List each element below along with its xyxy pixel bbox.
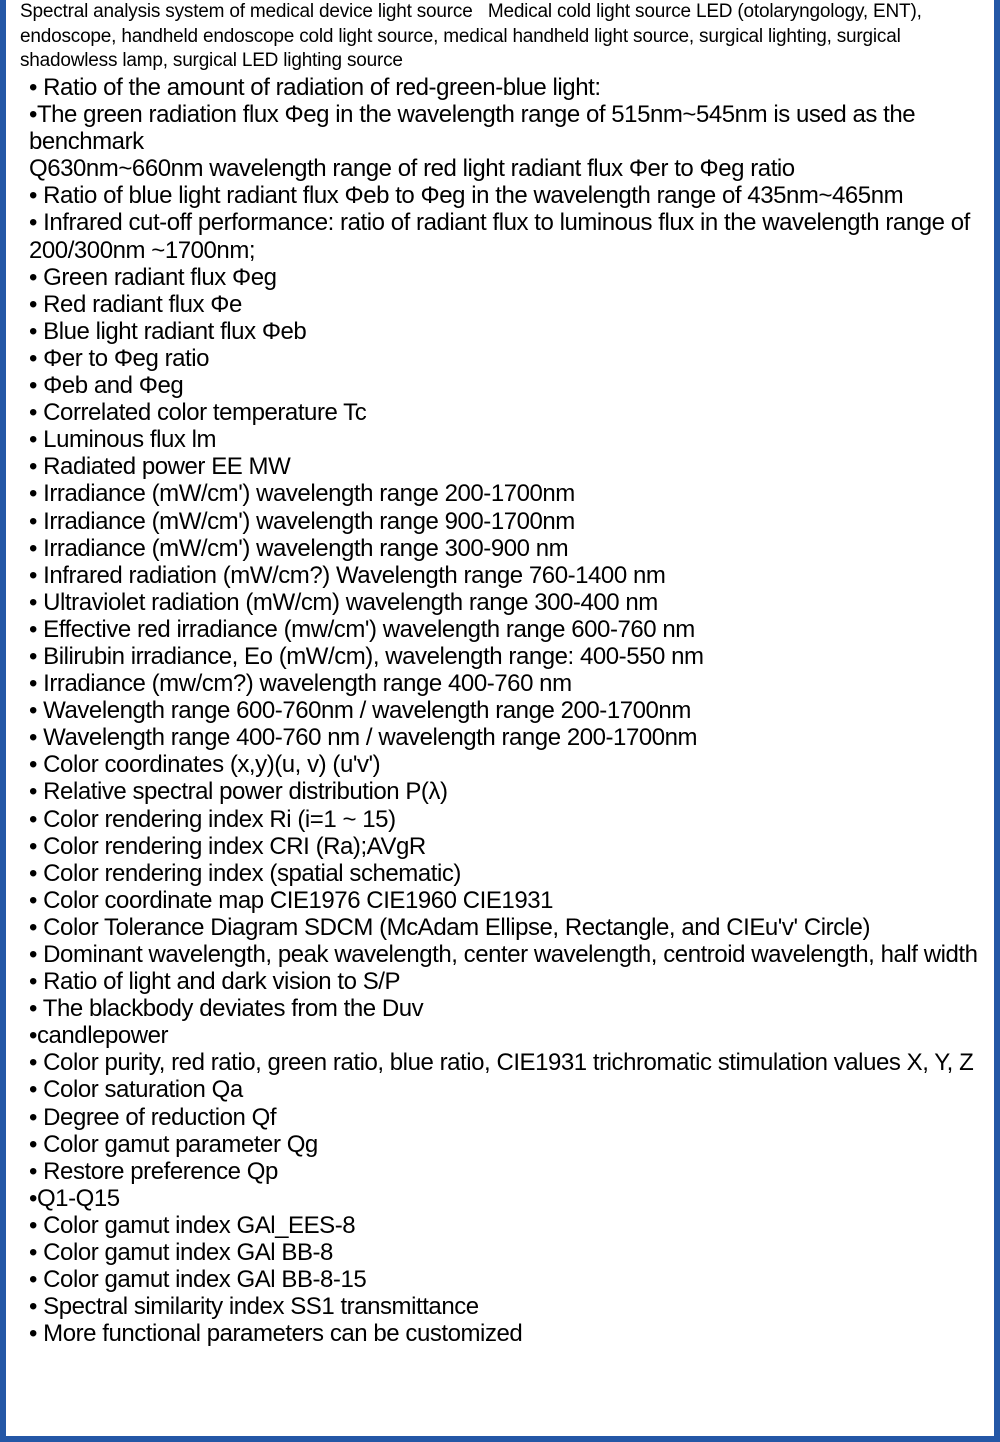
list-item: • Φer to Φeg ratio <box>29 344 210 372</box>
list-item: • Color purity, red ratio, green ratio, blue ratio, CIE1931 trichromatic stimulation values X, Y, Z <box>29 1049 974 1077</box>
list-item: • Infrared cut-off performance: ratio of radiant flux to luminous flux in the wavelength range of 200/300nm ~1700nm; <box>29 209 970 264</box>
list-item: • Bilirubin irradiance, Eo (mW/cm), wavelength range: 400-550 nm <box>29 642 704 670</box>
list-item: • Degree of reduction Qf <box>29 1103 277 1131</box>
list-item: Q630nm~660nm wavelength range of red light radiant flux Φer to Φeg ratio <box>29 155 795 183</box>
list-item: • Ratio of light and dark vision to S/P <box>29 968 401 996</box>
list-item: • Red radiant flux Φe <box>29 290 242 318</box>
list-item: • Ratio of the amount of radiation of red-green-blue light: <box>29 74 601 101</box>
list-item: • Wavelength range 600-760nm / wavelength range 200-1700nm <box>29 697 691 725</box>
list-item: • Color coordinates (x,y)(u, v) (u'v') <box>29 751 381 779</box>
list-item: • Ratio of blue light radiant flux Φeb to Φeg in the wavelength range of 435nm~465nm <box>29 182 904 210</box>
list-item: • Restore preference Qp <box>29 1157 278 1185</box>
list-item: • Irradiance (mw/cm?) wavelength range 400-760 nm <box>29 670 572 698</box>
list-item: • Irradiance (mW/cm') wavelength range 200-1700nm <box>29 480 575 508</box>
list-item: • Effective red irradiance (mw/cm') wavelength range 600-760 nm <box>29 615 695 643</box>
list-item: • Color gamut parameter Qg <box>29 1130 318 1158</box>
list-item: • More functional parameters can be customized <box>29 1320 523 1348</box>
list-item: • Green radiant flux Φeg <box>29 263 277 291</box>
header-title: Spectral analysis system of medical device light source Medical cold light source LED (otolaryngology, ENT), endoscope, handheld endoscope cold light source, medical handheld light source, surgical lighting, surgical shadowless lamp, surgical LED lighting source <box>20 1 922 71</box>
list-item: •Q1-Q15 <box>29 1184 120 1212</box>
list-item: • Φeb and Φeg <box>29 372 184 400</box>
list-item: • Color rendering index CRI (Ra);AVgR <box>29 832 426 860</box>
list-item: • Color Tolerance Diagram SDCM (McAdam Ellipse, Rectangle, and CIEu'v' Circle) <box>29 913 870 941</box>
list-item: • Irradiance (mW/cm') wavelength range 300-900 nm <box>29 534 569 562</box>
list-item: • Color gamut index GAl BB-8 <box>29 1239 333 1267</box>
list-item: •The green radiation flux Φeg in the wavelength range of 515nm~545nm is used as the benchmark <box>29 101 916 156</box>
list-item: • Blue light radiant flux Φeb <box>29 317 307 345</box>
list-item: • Irradiance (mW/cm') wavelength range 900-1700nm <box>29 507 575 535</box>
list-item: • Color rendering index (spatial schematic) <box>29 859 461 887</box>
list-item: • Infrared radiation (mW/cm?) Wavelength range 760-1400 nm <box>29 561 666 589</box>
list-item: • Color coordinate map CIE1976 CIE1960 CIE1931 <box>29 886 554 914</box>
list-item: • Color gamut index GAl_EES-8 <box>29 1211 356 1239</box>
list-item: • Spectral similarity index SS1 transmittance <box>29 1293 479 1321</box>
list-item: • Color saturation Qa <box>29 1076 243 1104</box>
list-item: • Dominant wavelength, peak wavelength, center wavelength, centroid wavelength, half width <box>29 941 978 968</box>
list-item: •candlepower <box>29 1022 169 1050</box>
list-item: • Luminous flux lm <box>29 426 217 454</box>
list-item: • Color gamut index GAl BB-8-15 <box>29 1266 367 1294</box>
list-item: • The blackbody deviates from the Duv <box>29 995 424 1023</box>
list-item: • Relative spectral power distribution P(λ) <box>29 778 448 806</box>
list-item: • Color rendering index Ri (i=1 ~ 15) <box>29 805 396 833</box>
list-item: • Wavelength range 400-760 nm / wavelength range 200-1700nm <box>29 724 698 752</box>
list-item: • Correlated color temperature Tc <box>29 399 367 427</box>
list-item: • Radiated power EE MW <box>29 453 291 481</box>
parameter-list <box>29 74 991 1347</box>
list-item: • Ultraviolet radiation (mW/cm) wavelength range 300-400 nm <box>29 588 658 616</box>
